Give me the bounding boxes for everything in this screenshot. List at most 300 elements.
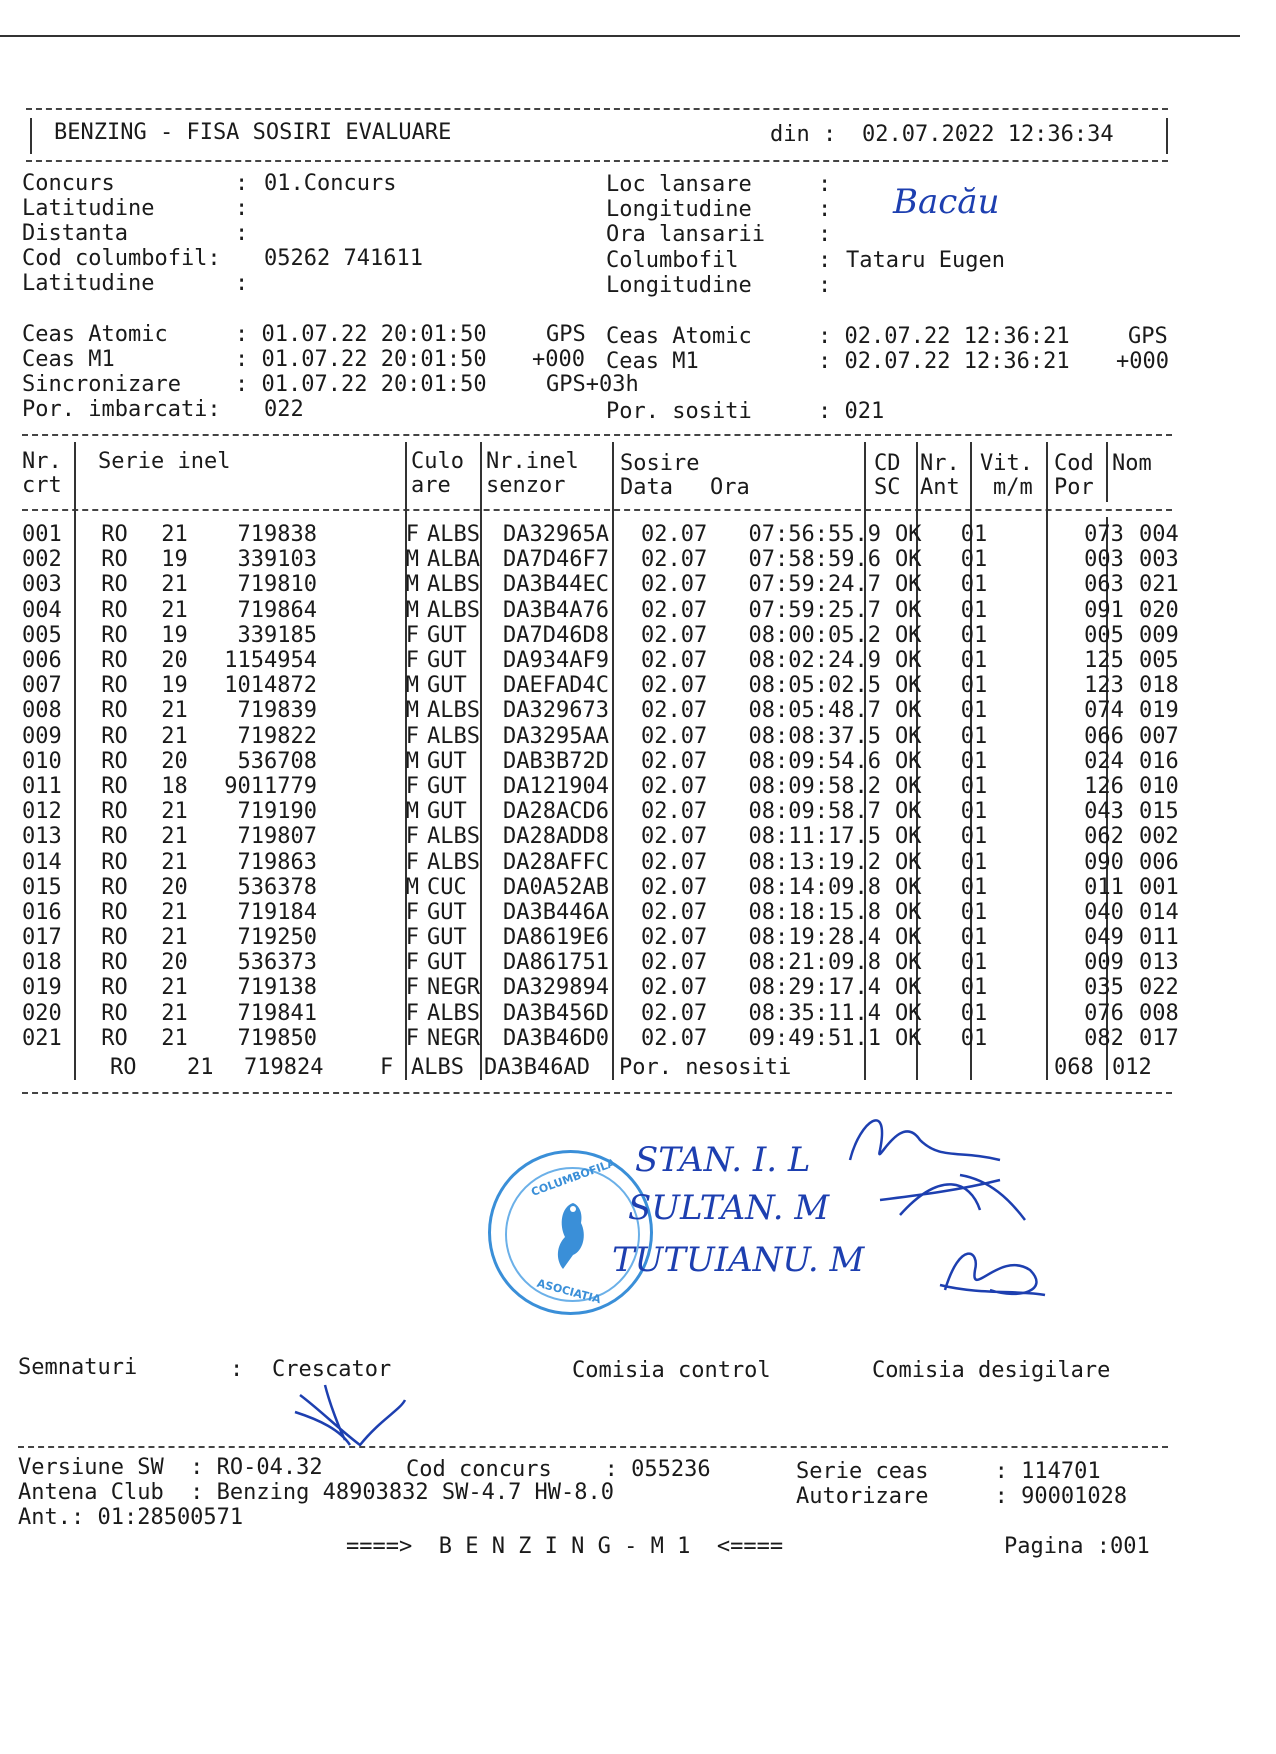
info-value-concurs: 01.Concurs	[264, 171, 397, 196]
cell-sex: M	[405, 874, 419, 900]
cell-speed	[1001, 1026, 1075, 1051]
table-row	[20, 648, 1199, 673]
cell-time: 08:19:28.4	[748, 925, 881, 951]
info-sep: :	[818, 172, 832, 197]
cell-ring: 719863	[237, 849, 317, 875]
clock-label: Por. imbarcati:	[22, 397, 221, 422]
cell-year: 21	[161, 824, 188, 850]
cell-year: 21	[161, 597, 188, 623]
cell-nom: 003	[1139, 547, 1179, 573]
cell-speed	[1001, 774, 1075, 799]
cell-date: 02.07	[641, 773, 708, 799]
table-row	[20, 975, 1199, 1000]
cell-year: 19	[161, 622, 188, 648]
cell-ring: 536373	[237, 950, 317, 976]
cell-cod: 024	[1084, 748, 1124, 774]
cell-sensor: DA28ADD8	[503, 824, 609, 850]
clock-label: Ceas Atomic	[22, 322, 168, 347]
cell-sex: F	[405, 824, 419, 850]
cell-nom: 010	[1139, 773, 1179, 799]
cell-sex: M	[405, 572, 419, 598]
cell-nr: 010	[22, 748, 62, 774]
cell-status: OK	[895, 899, 922, 925]
cell-status: OK	[895, 975, 922, 1001]
cell-ring: 719184	[237, 899, 317, 925]
cell-antenna: 01	[960, 899, 988, 925]
clock-label: Ceas Atomic	[606, 324, 752, 349]
cell-country: RO	[101, 925, 128, 951]
cell-status: OK	[895, 572, 922, 598]
cell-sensor: DA3B46D0	[503, 1025, 609, 1051]
cell-antenna: 01	[960, 622, 988, 648]
info-label: Concurs	[22, 171, 115, 196]
table-header-rule	[22, 509, 1172, 511]
info-sep: :	[818, 248, 832, 273]
clock-value: : 01.07.22 20:01:50	[235, 322, 487, 347]
cell-cod: 011	[1084, 874, 1124, 900]
th-por: Por	[1054, 475, 1094, 500]
cell-nr: 012	[22, 799, 62, 825]
header-top-rule	[26, 108, 1168, 110]
col-sep	[1106, 442, 1108, 502]
cell-status: OK	[895, 673, 922, 699]
info-label: Ora lansarii	[606, 222, 765, 247]
clock-label: Ceas M1	[22, 347, 115, 372]
th-sosire: Sosire	[620, 451, 700, 476]
cell-year: 21	[161, 572, 188, 598]
cell-color: ALBS	[427, 1000, 480, 1026]
info-label: Distanta	[22, 221, 128, 246]
th-nrinel: Nr.inel	[486, 449, 579, 474]
cell-date: 02.07	[641, 597, 708, 623]
cell-color: GUT	[427, 673, 467, 699]
cell-nom: 008	[1139, 1000, 1179, 1026]
table-row	[20, 950, 1199, 975]
cell-sensor: DA0A52AB	[503, 874, 609, 900]
cell-year: 21	[161, 723, 188, 749]
cell-nr: 017	[22, 925, 62, 951]
cell-color: ALBS	[427, 698, 480, 724]
table-top-rule	[22, 434, 1172, 436]
cell-ring: 719250	[237, 925, 317, 951]
th-nrant: Nr.	[920, 451, 960, 476]
cell-time: 08:13:19.2	[748, 849, 881, 875]
cell-color: NEGR	[427, 975, 480, 1001]
cell-time: 07:59:24.7	[748, 572, 881, 598]
cell-country: RO	[101, 975, 128, 1001]
cell-nom: 002	[1139, 824, 1179, 850]
cell-color: GUT	[427, 899, 467, 925]
cell-cod: 123	[1084, 673, 1124, 699]
cell-country: RO	[101, 799, 128, 825]
cell-antenna: 01	[960, 773, 988, 799]
table-row	[20, 598, 1199, 623]
cell-ring: 1014872	[224, 673, 317, 699]
cell-year: 21	[161, 1025, 188, 1051]
cell-date: 02.07	[641, 925, 708, 951]
cell-color: ALBS	[427, 572, 480, 598]
table-row	[20, 698, 1199, 723]
cell-status: OK	[895, 622, 922, 648]
cell-speed	[1001, 824, 1075, 849]
table-row	[20, 547, 1199, 572]
cell-sensor: DA861751	[503, 950, 609, 976]
cell-sensor: DA3295AA	[503, 723, 609, 749]
cell-time: 08:09:58.7	[748, 799, 881, 825]
cell-sex: F	[405, 975, 419, 1001]
handwritten-location: Bacău	[893, 182, 1000, 222]
cell-sensor: DA3B4A76	[503, 597, 609, 623]
cell-year: 19	[161, 673, 188, 699]
cell-sensor: DA329673	[503, 698, 609, 724]
cell-status: OK	[895, 849, 922, 875]
cell-time: 07:58:59.6	[748, 547, 881, 573]
cell-time: 08:05:02.5	[748, 673, 881, 699]
cell-speed	[1001, 547, 1075, 572]
cell-country: RO	[101, 698, 128, 724]
cell-nr: 001	[22, 522, 62, 548]
cell-sex: F	[405, 950, 419, 976]
cell-nr: 005	[22, 622, 62, 648]
header-bottom-rule	[26, 160, 1168, 162]
cell-sensor: DA121904	[503, 773, 609, 799]
cell-nom: 005	[1139, 648, 1179, 674]
cell-nr: 013	[22, 824, 62, 850]
cell-status: OK	[895, 698, 922, 724]
th-ant: Ant	[920, 475, 960, 500]
cell-sensor: DA329894	[503, 975, 609, 1001]
cell-ring: 719807	[237, 824, 317, 850]
cell-color: GUT	[427, 799, 467, 825]
table-row	[20, 572, 1199, 597]
cell-sex: F	[405, 849, 419, 875]
footer-cod-concurs: Cod concurs : 055236	[406, 1457, 711, 1482]
cell-sensor: DA28ACD6	[503, 799, 609, 825]
cell-time: 08:05:48.7	[748, 698, 881, 724]
cell-cod: 005	[1084, 622, 1124, 648]
cell-nr: 019	[22, 975, 62, 1001]
cell-time: 08:08:37.5	[748, 723, 881, 749]
table-row	[20, 673, 1199, 698]
cell-country: RO	[101, 773, 128, 799]
cell-antenna: 01	[960, 824, 988, 850]
cell-status: OK	[895, 824, 922, 850]
cell-color: GUT	[427, 773, 467, 799]
info-label: Longitudine	[606, 273, 752, 298]
table-bottom-rule	[22, 1092, 1172, 1094]
signatures-sep: :	[230, 1357, 244, 1382]
cell-ring: 536378	[237, 874, 317, 900]
cell-time: 08:14:09.8	[748, 874, 881, 900]
clock-suffix: GPS	[546, 322, 586, 347]
info-sep: :	[235, 171, 249, 196]
cell-year: 20	[161, 874, 188, 900]
clock-label: Por. sositi	[606, 399, 752, 424]
clock-suffix: +000	[1116, 349, 1169, 374]
cell-sex: F	[405, 723, 419, 749]
cell-sensor: DA3B446A	[503, 899, 609, 925]
cell-date: 02.07	[641, 799, 708, 825]
cell-ring: 719824	[244, 1055, 324, 1080]
stamp-text-bottom: ASOCIATIA	[535, 1276, 603, 1307]
footer-ant: Ant.: 01:28500571	[18, 1505, 244, 1530]
clock-value: : 01.07.22 20:01:50	[235, 347, 487, 372]
cell-antenna: 01	[960, 572, 988, 598]
cell-ring: 719838	[237, 522, 317, 548]
cell-time: 07:56:55.9	[748, 522, 881, 548]
cell-speed	[1001, 900, 1075, 925]
cell-ring: 719864	[237, 597, 317, 623]
cell-country: RO	[101, 1025, 128, 1051]
cell-time: 08:02:24.9	[748, 648, 881, 674]
cell-country: RO	[101, 824, 128, 850]
cell-ring: 719822	[237, 723, 317, 749]
handwritten-name: SULTAN. M	[628, 1188, 830, 1228]
cell-nr: 007	[22, 673, 62, 699]
cell-speed	[1001, 1001, 1075, 1026]
table-row	[20, 1026, 1199, 1051]
cell-speed	[1001, 724, 1075, 749]
cell-color: GUT	[427, 925, 467, 951]
cell-color: GUT	[427, 748, 467, 774]
cell-time: 08:00:05.2	[748, 622, 881, 648]
cell-country: RO	[101, 723, 128, 749]
table-row	[20, 1001, 1199, 1026]
pigeon-icon	[543, 1195, 603, 1275]
cell-country: RO	[101, 874, 128, 900]
association-stamp	[488, 1150, 653, 1315]
cell-nr: 009	[22, 723, 62, 749]
cell-nom: 018	[1139, 673, 1179, 699]
cell-cod: 003	[1084, 547, 1124, 573]
report-date-label: din :	[770, 122, 837, 147]
cell-sex: F	[405, 899, 419, 925]
cell-nom: 020	[1139, 597, 1179, 623]
cell-status: OK	[895, 748, 922, 774]
cell-year: 20	[161, 950, 188, 976]
cell-antenna: 01	[960, 698, 988, 724]
th-culo: Culo	[411, 449, 464, 474]
cell-year: 21	[161, 1000, 188, 1026]
cell-speed	[1001, 849, 1075, 874]
header-right-bar	[1166, 118, 1168, 154]
cell-antenna: 01	[960, 547, 988, 573]
cell-date: 02.07	[641, 1025, 708, 1051]
arrivals-table	[20, 522, 1199, 1051]
cell-nr: 015	[22, 874, 62, 900]
table-row	[20, 623, 1199, 648]
cell-cod: 062	[1084, 824, 1124, 850]
cell-year: 21	[161, 698, 188, 724]
cell-country: RO	[101, 673, 128, 699]
cell-sex: F	[405, 648, 419, 674]
cell-speed	[1001, 522, 1075, 547]
cell-sex: F	[405, 522, 419, 548]
cell-ring: 719190	[237, 799, 317, 825]
cell-nom: 019	[1139, 698, 1179, 724]
report-title: BENZING - FISA SOSIRI EVALUARE	[54, 120, 452, 145]
cell-cod: 091	[1084, 597, 1124, 623]
cell-time: 08:09:58.2	[748, 773, 881, 799]
cell-sex: F	[380, 1055, 394, 1080]
clock-value: : 02.07.22 12:36:21	[818, 349, 1070, 374]
cell-speed	[1001, 749, 1075, 774]
th-are: are	[411, 473, 451, 498]
cell-nom: 014	[1139, 899, 1179, 925]
cell-note: Por. nesositi	[619, 1055, 792, 1080]
footer-serie-ceas: Serie ceas : 114701	[796, 1459, 1101, 1484]
table-row	[20, 849, 1199, 874]
cell-country: RO	[110, 1055, 137, 1080]
cell-date: 02.07	[641, 622, 708, 648]
table-row	[20, 925, 1199, 950]
handwritten-name: TUTUIANU. M	[612, 1240, 865, 1280]
cell-year: 19	[161, 547, 188, 573]
cell-country: RO	[101, 522, 128, 548]
cell-sex: M	[405, 748, 419, 774]
cell-cod: 090	[1084, 849, 1124, 875]
cell-sensor: DA7D46F7	[503, 547, 609, 573]
footer-autorizare: Autorizare : 90001028	[796, 1484, 1128, 1509]
cell-antenna: 01	[960, 975, 988, 1001]
cell-color: ALBS	[411, 1055, 464, 1080]
cell-date: 02.07	[641, 698, 708, 724]
clock-value: : 02.07.22 12:36:21	[818, 324, 1070, 349]
signature-crescator: Crescator	[272, 1357, 392, 1382]
cell-year: 21	[161, 925, 188, 951]
cell-sex: M	[405, 673, 419, 699]
th-sc: SC	[874, 475, 901, 500]
cell-antenna: 01	[960, 748, 988, 774]
cell-status: OK	[895, 773, 922, 799]
info-label: Columbofil	[606, 248, 739, 273]
cell-cod: 009	[1084, 950, 1124, 976]
cell-sensor: DA3B46AD	[484, 1055, 590, 1080]
cell-ring: 719841	[237, 1000, 317, 1026]
cell-cod: 049	[1084, 925, 1124, 951]
cell-antenna: 01	[960, 1000, 988, 1026]
cell-cod: 076	[1084, 1000, 1124, 1026]
cell-date: 02.07	[641, 1000, 708, 1026]
cell-year: 21	[161, 899, 188, 925]
cell-speed	[1001, 572, 1075, 597]
cell-antenna: 01	[960, 648, 988, 674]
cell-nr: 016	[22, 899, 62, 925]
table-row	[20, 774, 1199, 799]
cell-sensor: DA32965A	[503, 522, 609, 548]
th-mm: m/m	[993, 475, 1033, 500]
info-sep: :	[235, 271, 249, 296]
cell-speed	[1001, 648, 1075, 673]
cell-date: 02.07	[641, 849, 708, 875]
table-row	[20, 875, 1199, 900]
clock-suffix: GPS	[1128, 324, 1168, 349]
cell-nr: 006	[22, 648, 62, 674]
table-row	[20, 824, 1199, 849]
cell-speed	[1001, 623, 1075, 648]
cell-cod: 125	[1084, 648, 1124, 674]
info-sep: :	[818, 197, 832, 222]
cell-sensor: DAEFAD4C	[503, 673, 609, 699]
cell-antenna: 01	[960, 723, 988, 749]
cell-nom: 004	[1139, 522, 1179, 548]
cell-nr: 014	[22, 849, 62, 875]
info-value-columbofil: Tataru Eugen	[846, 248, 1005, 273]
clock-suffix: +000	[532, 347, 585, 372]
cell-nr: 008	[22, 698, 62, 724]
footer-brand: ====> B E N Z I N G - M 1 <====	[346, 1534, 784, 1559]
cell-status: OK	[895, 648, 922, 674]
cell-sensor: DAB3B72D	[503, 748, 609, 774]
cell-sensor: DA3B44EC	[503, 572, 609, 598]
cell-date: 02.07	[641, 748, 708, 774]
cell-status: OK	[895, 799, 922, 825]
cell-country: RO	[101, 648, 128, 674]
clock-label: Sincronizare	[22, 372, 181, 397]
cell-sex: F	[405, 1000, 419, 1026]
signature-desigilare: Comisia desigilare	[872, 1358, 1111, 1383]
cell-sex: M	[405, 597, 419, 623]
cell-status: OK	[895, 950, 922, 976]
cell-nr: 011	[22, 773, 62, 799]
cell-sensor: DA8619E6	[503, 925, 609, 951]
cell-antenna: 01	[960, 799, 988, 825]
cell-antenna: 01	[960, 1025, 988, 1051]
table-row	[20, 900, 1199, 925]
th-ora: Ora	[710, 475, 750, 500]
clock-value: 022	[264, 397, 304, 422]
cell-country: RO	[101, 572, 128, 598]
cell-antenna: 01	[960, 522, 988, 548]
cell-country: RO	[101, 622, 128, 648]
cell-date: 02.07	[641, 975, 708, 1001]
cell-date: 02.07	[641, 723, 708, 749]
cell-sensor: DA7D46D8	[503, 622, 609, 648]
info-label: Latitudine	[22, 196, 155, 221]
table-row	[20, 522, 1199, 547]
cell-sex: F	[405, 1025, 419, 1051]
cell-color: GUT	[427, 622, 467, 648]
cell-time: 08:29:17.4	[748, 975, 881, 1001]
cell-cod: 066	[1084, 723, 1124, 749]
info-label: Cod columbofil:	[22, 246, 221, 271]
cell-speed	[1001, 875, 1075, 900]
cell-status: OK	[895, 522, 922, 548]
cell-nr: 002	[22, 547, 62, 573]
cell-sex: F	[405, 773, 419, 799]
info-label: Latitudine	[22, 271, 155, 296]
footer-antena: Antena Club : Benzing 48903832 SW-4.7 HW-8.0	[18, 1480, 615, 1505]
cell-cod: 043	[1084, 799, 1124, 825]
cell-nr: 021	[22, 1025, 62, 1051]
cell-color: ALBS	[427, 849, 480, 875]
th-cd: CD	[874, 451, 901, 476]
th-crt: crt	[22, 473, 62, 498]
cell-status: OK	[895, 597, 922, 623]
th-senzor: senzor	[486, 473, 566, 498]
table-row	[20, 724, 1199, 749]
info-value-cod: 05262 741611	[264, 246, 423, 271]
cell-cod: 063	[1084, 572, 1124, 598]
cell-sex: M	[405, 799, 419, 825]
cell-country: RO	[101, 950, 128, 976]
th-data: Data	[620, 475, 673, 500]
cell-nom: 011	[1139, 925, 1179, 951]
cell-country: RO	[101, 597, 128, 623]
cell-nom: 012	[1112, 1055, 1152, 1080]
cell-status: OK	[895, 1000, 922, 1026]
cell-cod: 068	[1054, 1055, 1094, 1080]
